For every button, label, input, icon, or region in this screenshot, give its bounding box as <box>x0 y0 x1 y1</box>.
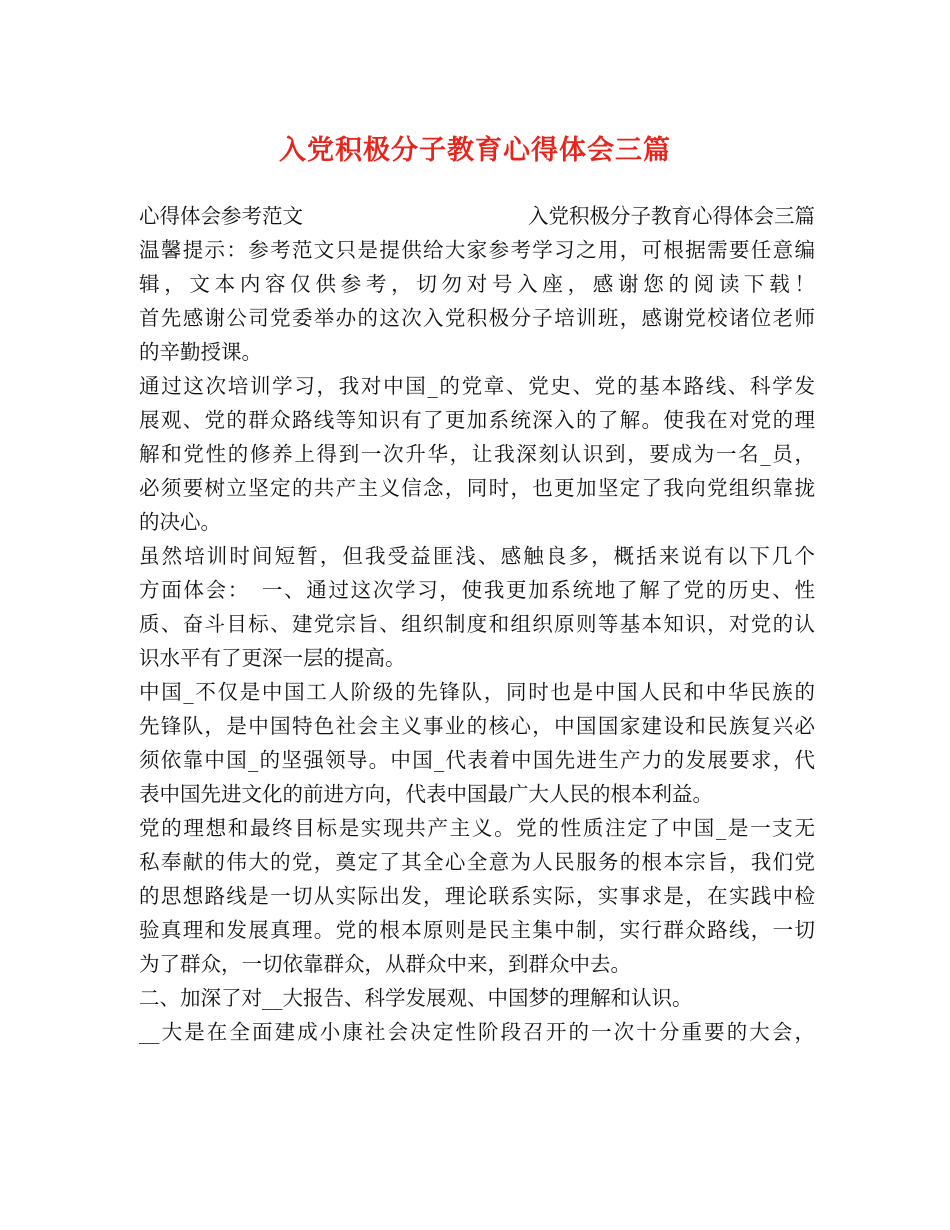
reference-header-row <box>139 199 815 233</box>
document-title: 入党积极分子教育心得体会三篇 <box>279 135 671 166</box>
text-line: 展观、党的群众路线等知识有了更加系统深入的了解。使我在对党的理 <box>139 408 815 432</box>
text-line: 的决心。 <box>139 510 221 534</box>
text-line: 温馨提示：参考范文只是提供给大家参考学习之用，可根据需要任意编 <box>139 238 815 262</box>
text-line: 的思想路线是一切从实际出发，理论联系实际，实事求是，在实践中检 <box>139 884 815 908</box>
text-line: __大是在全面建成小康社会决定性阶段召开的一次十分重要的大会， <box>139 1020 815 1044</box>
text-line: 验真理和发展真理。党的根本原则是民主集中制，实行群众路线，一切 <box>139 918 815 942</box>
reference-title: 入党积极分子教育心得体会三篇 <box>528 204 815 228</box>
text-line: 质、奋斗目标、建党宗旨、组织制度和组织原则等基本知识，对党的认 <box>139 612 815 636</box>
text-line: 的辛勤授课。 <box>139 340 262 364</box>
paragraph-lines <box>139 233 815 1049</box>
text-line: 必须要树立坚定的共产主义信念，同时，也更加坚定了我向党组织靠拢 <box>139 476 815 500</box>
text-line: 解和党性的修养上得到一次升华，让我深刻认识到，要成为一名_员， <box>139 442 815 466</box>
text-line: 须依靠中国_的坚强领导。中国_代表着中国先进生产力的发展要求，代 <box>139 748 815 772</box>
text-line: 中国_不仅是中国工人阶级的先锋队，同时也是中国人民和中华民族的 <box>139 680 815 704</box>
text-line: 二、加深了对__大报告、科学发展观、中国梦的理解和认识。 <box>139 986 693 1010</box>
text-line: 先锋队，是中国特色社会主义事业的核心，中国国家建设和民族复兴必 <box>139 714 815 738</box>
text-line: 识水平有了更深一层的提高。 <box>139 646 406 670</box>
text-line: 方面体会： 一、通过这次学习，使我更加系统地了解了党的历史、性 <box>139 578 815 602</box>
text-line: 通过这次培训学习，我对中国_的党章、党史、党的基本路线、科学发 <box>139 374 815 398</box>
text-line: 为了群众，一切依靠群众，从群众中来，到群众中去。 <box>139 952 631 976</box>
document-body <box>139 199 815 1049</box>
text-line: 表中国先进文化的前进方向，代表中国最广大人民的根本利益。 <box>139 782 713 806</box>
text-line: 党的理想和最终目标是实现共产主义。党的性质注定了中国_是一支无 <box>139 816 815 840</box>
text-line: 辑，文本内容仅供参考，切勿对号入座，感谢您的阅读下载！ <box>139 272 815 296</box>
text-line: 私奉献的伟大的党，奠定了其全心全意为人民服务的根本宗旨，我们党 <box>139 850 815 874</box>
text-line: 首先感谢公司党委举办的这次入党积极分子培训班，感谢党校诸位老师 <box>139 306 815 330</box>
reference-label: 心得体会参考范文 <box>139 204 303 228</box>
text-line: 虽然培训时间短暂，但我受益匪浅、感触良多，概括来说有以下几个 <box>139 544 815 568</box>
